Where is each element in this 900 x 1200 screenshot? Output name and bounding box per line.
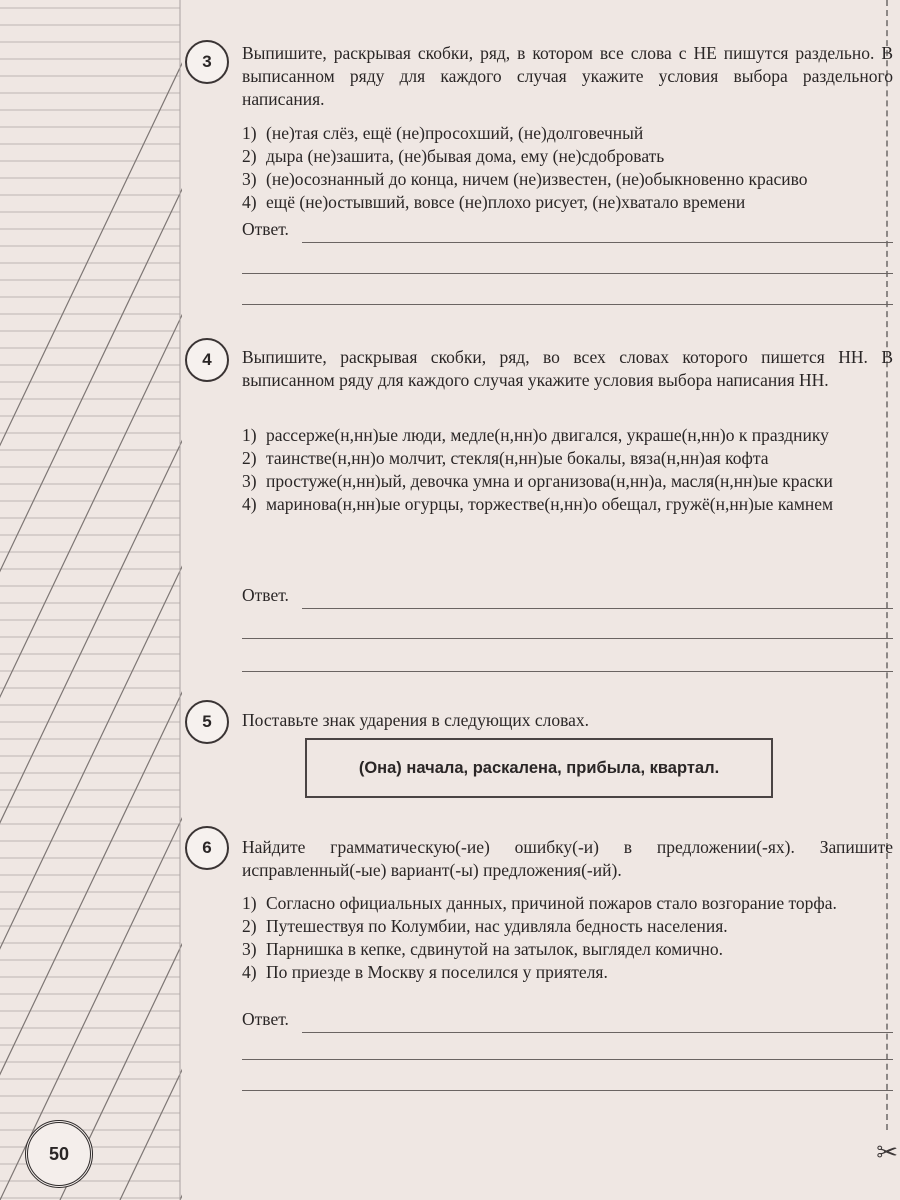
- answer-field[interactable]: [242, 585, 893, 608]
- stress-words: (Она) начала, раскалена, прибыла, квартал.: [358, 758, 720, 777]
- list-item: 3) Парнишка в кепке, сдвинутой на затылок, выглядел комично.: [242, 939, 723, 959]
- task-question: Поставьте знак ударения в следующих словах.: [242, 710, 590, 730]
- answer-line[interactable]: [242, 304, 893, 305]
- task-number-badge: 3: [185, 40, 229, 84]
- task-number-badge: 4: [185, 338, 229, 382]
- answer-line[interactable]: [242, 671, 893, 672]
- task-5: [185, 700, 893, 800]
- page-number: 50: [25, 1120, 93, 1188]
- margin-slant-line: [120, 0, 182, 1200]
- task-number-badge: 5: [185, 700, 229, 744]
- answer-field[interactable]: [242, 1009, 893, 1032]
- answer-line[interactable]: [242, 1059, 893, 1060]
- option-list: [242, 424, 893, 516]
- list-item: 2) таинстве(н,нн)о молчит, стекля(н,нн)ые бокалы, вяза(н,нн)ая кофта: [242, 448, 769, 468]
- task-question: Выпишите, раскрывая скобки, ряд, во всех словах которого пишется НН. В выписанном ряду для каждого случая укажите условия выбора написания НН.: [242, 347, 893, 390]
- list-item: 4) По приезде в Москву я поселился у приятеля.: [242, 962, 608, 982]
- list-item: 2) Путешествуя по Колумбии, нас удивляла бедность населения.: [242, 916, 728, 936]
- answer-label: Ответ.: [242, 1009, 295, 1030]
- margin-slant-line: [0, 0, 182, 1200]
- margin-slant-line: [0, 0, 182, 1200]
- list-item: 4) маринова(н,нн)ые огурцы, торжестве(н,нн)о обещал, гружё(н,нн)ые камнем: [242, 494, 834, 514]
- option-list: [242, 122, 893, 214]
- margin-slant-line: [0, 0, 182, 1200]
- answer-line[interactable]: [242, 638, 893, 639]
- margin-slant-line: [0, 0, 182, 1200]
- list-item: 3) простуже(н,нн)ый, девочка умна и организова(н,нн)а, масля(н,нн)ые краски: [242, 471, 833, 491]
- answer-line[interactable]: [242, 273, 893, 274]
- margin-ruling: [0, 0, 182, 1200]
- answer-label: Ответ.: [242, 585, 295, 606]
- list-item: 1) Согласно официальных данных, причиной пожаров стало возгорание торфа.: [242, 893, 837, 913]
- answer-line[interactable]: [242, 1090, 893, 1091]
- list-item: 4) ещё (не)остывший, вовсе (не)плохо рисует, (не)хватало времени: [242, 192, 746, 212]
- scissors-icon: ✂: [876, 1138, 898, 1168]
- task-6: [185, 826, 893, 1096]
- task-3: [185, 40, 893, 310]
- margin-slant-line: [0, 0, 182, 1200]
- margin-slant-line: [60, 0, 182, 1200]
- margin-slant-line: [0, 0, 182, 1200]
- task-number-badge: 6: [185, 826, 229, 870]
- list-item: 1) (не)тая слёз, ещё (не)просохший, (не)долговечный: [242, 123, 644, 143]
- stress-words-box: [305, 738, 773, 798]
- task-4: [185, 338, 893, 678]
- list-item: 2) дыра (не)зашита, (не)бывая дома, ему (не)сдобровать: [242, 146, 665, 166]
- answer-field[interactable]: [242, 219, 893, 242]
- list-item: 3) (не)осознанный до конца, ничем (не)известен, (не)обыкновенно красиво: [242, 169, 808, 189]
- task-question: Найдите грамматическую(-ие) ошибку(-и) в предложении(-ях). Запишите исправленный(-ые) вариант(-ы) предложения(-ий).: [242, 837, 893, 880]
- margin-slant-line: [0, 0, 182, 1200]
- list-item: 1) рассерже(н,нн)ые люди, медле(н,нн)о двигался, украше(н,нн)о к празднику: [242, 425, 829, 445]
- option-list: [242, 892, 893, 984]
- answer-label: Ответ.: [242, 219, 295, 240]
- task-question: Выпишите, раскрывая скобки, ряд, в котором все слова с НЕ пишутся раздельно. В выписанном ряду для каждого случая укажите условия выбора раздельного написания.: [242, 43, 893, 109]
